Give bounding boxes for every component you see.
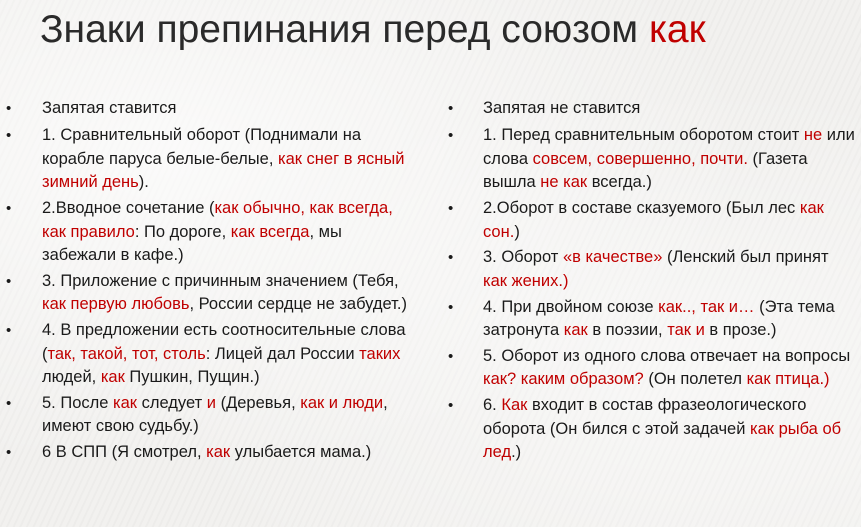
rule-text: (Ленский был принят [662,248,829,267]
highlight-text: как обычно, как всегда, как правило [42,199,393,241]
bullet-icon: • [448,397,454,415]
rule-item [0,124,420,194]
bullet-icon: • [448,348,454,366]
rule-text: ). [138,173,149,192]
rule-text: 2.Оборот в составе сказуемого (Был лес [483,199,800,218]
rule-item [446,124,856,194]
highlight-text: как [113,393,138,412]
rule-text: 5. Оборот из одного слова отвечает на вопросы [483,347,851,366]
rule-text: в прозе.) [704,321,777,340]
highlight-text: как [206,443,231,462]
heading-text: Запятая не ставится [483,99,641,117]
highlight-text: таких [359,344,401,363]
highlight-text: как жених.) [483,271,569,290]
rule-text: 4. При двойном союзе [483,297,659,316]
rule-text: : По дороге, [134,222,231,241]
bullet-icon: • [6,444,12,462]
page-title [40,4,706,56]
highlight-text: как [563,321,588,340]
bullet-icon: • [6,322,12,340]
bullet-icon: • [448,200,454,218]
bullet-icon: • [6,200,12,218]
bullet-icon: • [448,298,454,316]
rule-text: (Эта тема затронута [483,297,835,340]
highlight-text: как.., так и… [658,297,755,316]
bullet-icon: • [448,249,454,267]
bullet-icon: • [6,394,12,412]
rule-text: или слова [483,126,855,168]
highlight-text: как всегда [230,222,310,241]
rule-text: 1. Перед сравнительным оборотом стоит [483,126,804,145]
rule-item [0,392,420,439]
rule-item [446,197,856,244]
rule-text: ) [514,222,520,241]
rule-text: 2.Вводное сочетание ( [42,199,215,218]
rule-item [446,394,856,464]
highlight-text: совсем, совершенно, почти. [532,149,748,168]
bullet-icon: • [448,100,454,117]
left-column-list [0,97,420,467]
rule-text: , имеют свою судьбу.) [42,393,388,436]
highlight-text: и [206,393,216,412]
rule-text: (Деревья, [215,393,301,412]
rule-item [0,319,420,389]
highlight-text: как сон. [483,199,824,241]
right-column-heading [446,97,856,120]
bullet-icon: • [6,100,12,117]
rule-text: (Он полетел [643,370,747,389]
rule-text: (Газета вышла [483,149,808,192]
highlight-text: так и [667,321,705,340]
rule-text: 3. Приложение с причинным значением (Тебя, [42,271,399,290]
highlight-text: Как [501,396,528,415]
highlight-text: как птица.) [746,370,830,389]
rule-text: следует [137,393,207,412]
highlight-text: не [803,126,823,145]
rule-text: : Лицей дал России [205,344,360,363]
highlight-text: «в качестве» [562,248,663,267]
rule-text: входит в состав фразеологического оборота (Он бился с этой задачей [483,396,807,438]
highlight-text: как? каким образом? [483,370,644,389]
highlight-text: так, такой, тот, столь [47,344,206,363]
rule-item [0,441,420,464]
highlight-text: не как [540,173,588,192]
rule-text: Пушкин, Пущин.) [124,367,260,386]
rule-text: , России сердце не забудет.) [189,295,407,314]
rule-item [446,296,856,343]
right-column-list [446,97,856,467]
title-accent: как [648,8,706,51]
bullet-icon: • [448,127,454,145]
heading-text: Запятая ставится [42,99,177,117]
rule-text: всегда.) [587,173,652,192]
highlight-text: как первую любовь [42,295,190,314]
left-column-heading [0,97,420,120]
rule-text: 3. Оборот [483,248,563,267]
rule-text: улыбается мама.) [230,443,372,462]
rule-text: в поэзии, [587,321,668,340]
bullet-icon: • [6,272,12,290]
rule-item [446,246,856,293]
highlight-text: как и люди [300,393,384,412]
rule-item [0,270,420,317]
highlight-text: как [100,367,125,386]
bullet-icon: • [6,127,12,145]
rule-text: людей, [42,367,101,386]
rule-text: 4. В предложении есть соотносительные слова ( [42,321,406,363]
highlight-text: как снег в ясный зимний день [42,149,405,192]
rule-text: 6 В СПП (Я смотрел, [42,443,207,462]
rule-text: 1. Сравнительный оборот (Поднимали на корабле паруса белые-белые, [42,126,362,168]
rule-text: 5. После [42,393,114,412]
rule-text: , мы забежали в кафе.) [42,222,342,264]
rule-text: .) [511,443,522,462]
rule-item [446,345,856,392]
rule-text: 6. [483,396,502,415]
highlight-text: как рыба об лед [483,419,842,462]
rule-item [0,197,420,267]
title-main: Знаки препинания перед союзом [40,8,649,51]
